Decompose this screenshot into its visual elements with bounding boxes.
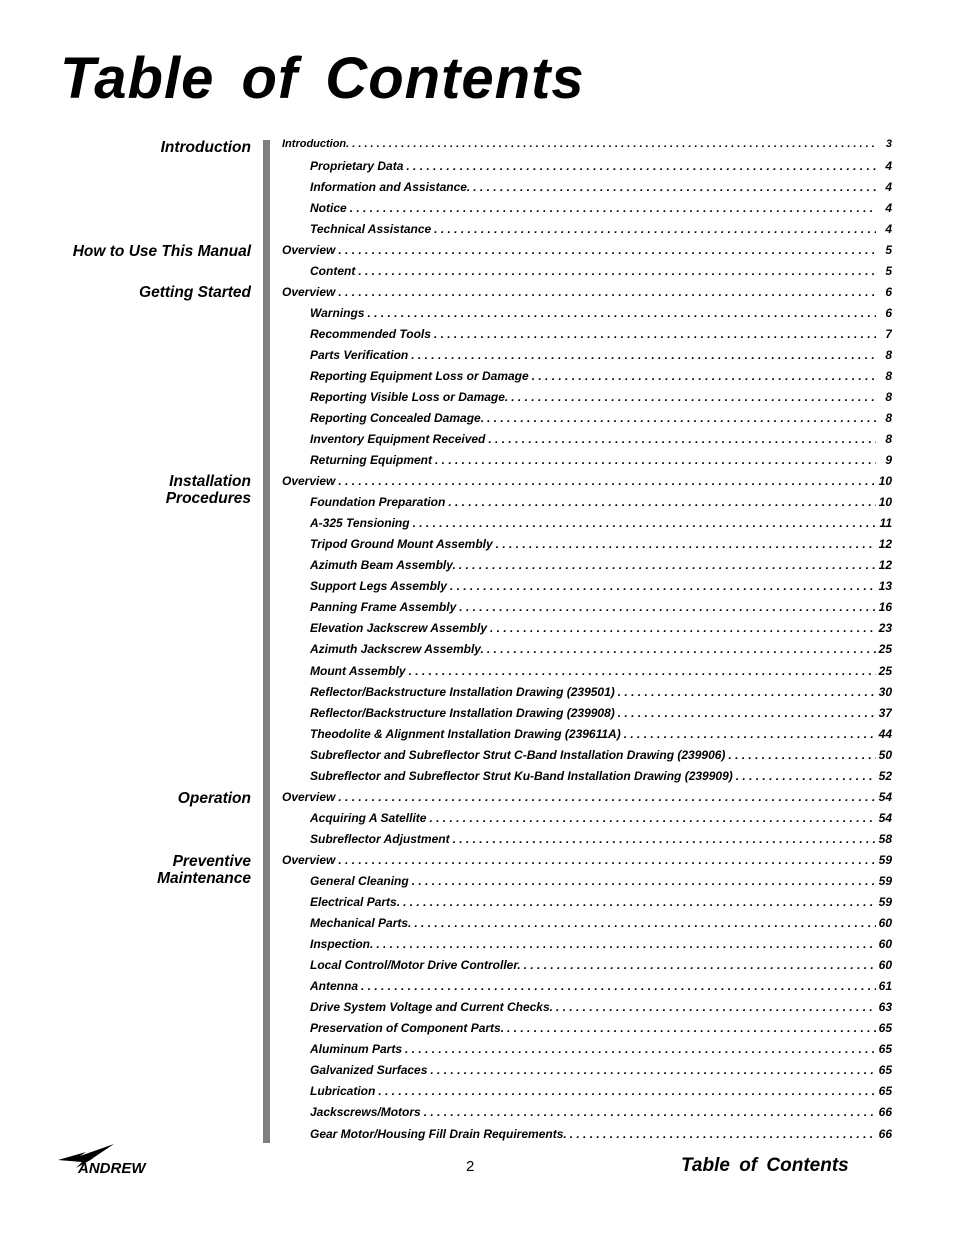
- toc-entry[interactable]: [310, 579, 892, 596]
- toc-entry-text: Parts Verification: [310, 348, 409, 362]
- toc-entry[interactable]: [310, 369, 892, 386]
- toc-entry-text: Overview: [282, 853, 336, 867]
- toc-entry[interactable]: [310, 432, 892, 449]
- toc-entry[interactable]: [282, 790, 892, 807]
- toc-entry-page: 59: [878, 853, 892, 867]
- toc-entry-page: 60: [878, 958, 892, 972]
- dot-leader: [736, 769, 876, 783]
- dot-leader: [618, 706, 876, 720]
- dot-leader: [429, 811, 876, 825]
- dot-leader: [352, 138, 876, 150]
- toc-entry-text: Lubrication: [310, 1084, 376, 1098]
- toc-entry-text: General Cleaning: [310, 874, 409, 888]
- toc-entry-text: Foundation Preparation: [310, 495, 446, 509]
- toc-entry[interactable]: [310, 222, 892, 239]
- toc-entry[interactable]: [310, 874, 892, 891]
- toc-entry[interactable]: [310, 159, 892, 176]
- toc-entry-page: 8: [885, 369, 892, 383]
- toc-entry-page: 30: [878, 685, 892, 699]
- toc-entry[interactable]: [310, 621, 892, 638]
- toc-entry-text: Returning Equipment: [310, 453, 432, 467]
- toc-entry-text: Proprietary Data: [310, 159, 404, 173]
- toc-entry-page: 8: [885, 348, 892, 362]
- toc-entry[interactable]: [282, 474, 892, 491]
- dot-leader: [453, 832, 876, 846]
- toc-entry-page: 65: [878, 1063, 892, 1077]
- toc-entry[interactable]: [310, 1000, 892, 1017]
- toc-entry[interactable]: [282, 853, 892, 870]
- dot-leader: [459, 558, 876, 572]
- section-label-operation: [31, 790, 251, 807]
- dot-leader: [409, 664, 876, 678]
- toc-entry-text: Panning Frame Assembly: [310, 600, 457, 614]
- toc-entry-page: 16: [878, 600, 892, 614]
- toc-entry-page: 4: [885, 201, 892, 215]
- dot-leader: [403, 895, 876, 909]
- toc-entry-text: Subreflector and Subreflector Strut C-Band Installation Drawing (239906): [310, 748, 726, 762]
- dot-leader: [358, 264, 876, 278]
- toc-entry-page: 8: [885, 390, 892, 404]
- toc-entry[interactable]: [310, 748, 892, 765]
- toc-entry-page: 11: [879, 516, 892, 530]
- dot-leader: [338, 474, 876, 488]
- section-label-line: How to Use This Manual: [72, 243, 251, 260]
- toc-entry-text: Galvanized Surfaces: [310, 1063, 428, 1077]
- toc-entry-page: 54: [878, 811, 892, 825]
- toc-entry[interactable]: [310, 516, 892, 533]
- section-label-getting-started: [31, 284, 251, 301]
- dot-leader: [570, 1127, 876, 1141]
- toc-entry-page: 7: [885, 327, 892, 341]
- toc-entry-page: 52: [878, 769, 892, 783]
- toc-entry[interactable]: [310, 390, 892, 407]
- toc-entry-page: 4: [885, 159, 892, 173]
- toc-entry-text: Local Control/Motor Drive Controller.: [310, 958, 521, 972]
- toc-entry[interactable]: [310, 685, 892, 702]
- dot-leader: [424, 1105, 876, 1119]
- lightning-bolt-icon: [56, 1140, 176, 1176]
- section-label-how-to-use: [31, 243, 251, 260]
- vertical-rule: [263, 140, 270, 1143]
- toc-entry-text: Tripod Ground Mount Assembly: [310, 537, 493, 551]
- dot-leader: [487, 411, 876, 425]
- dot-leader: [487, 642, 876, 656]
- toc-entry-page: 50: [878, 748, 892, 762]
- toc-entry-page: 59: [878, 895, 892, 909]
- dot-leader: [350, 201, 876, 215]
- toc-entry-page: 25: [878, 642, 892, 656]
- dot-leader: [367, 306, 876, 320]
- dot-leader: [624, 727, 876, 741]
- toc-entry[interactable]: [282, 138, 892, 155]
- toc-entry[interactable]: [310, 979, 892, 996]
- toc-entry-page: 65: [878, 1021, 892, 1035]
- toc-entry-page: 63: [878, 1000, 892, 1014]
- dot-leader: [378, 1084, 876, 1098]
- toc-entry[interactable]: [310, 264, 892, 281]
- dot-leader: [434, 327, 876, 341]
- dot-leader: [448, 495, 876, 509]
- toc-entry[interactable]: [310, 558, 892, 575]
- toc-entry[interactable]: [310, 306, 892, 323]
- section-label-line: Installation: [169, 473, 251, 490]
- toc-entry-text: Reflector/Backstructure Installation Drawing (239908): [310, 706, 615, 720]
- toc-entry[interactable]: [310, 1084, 892, 1101]
- toc-entry[interactable]: [310, 537, 892, 554]
- dot-leader: [361, 979, 876, 993]
- toc-entry-page: 60: [878, 937, 892, 951]
- toc-entry[interactable]: [310, 769, 892, 786]
- dot-leader: [338, 243, 876, 257]
- dot-leader: [496, 537, 876, 551]
- toc-entry-text: Information and Assistance.: [310, 180, 471, 194]
- dot-leader: [405, 1042, 876, 1056]
- page-number: 2: [466, 1158, 475, 1175]
- toc-entry-page: 54: [878, 790, 892, 804]
- toc-entry-text: Reflector/Backstructure Installation Drawing (239501): [310, 685, 615, 699]
- toc-entry-page: 5: [885, 243, 892, 257]
- toc-entry-text: Overview: [282, 474, 336, 488]
- dot-leader: [488, 432, 876, 446]
- dot-leader: [490, 621, 876, 635]
- dot-leader: [338, 285, 876, 299]
- dot-leader: [618, 685, 876, 699]
- dot-leader: [413, 516, 876, 530]
- toc-entry[interactable]: [310, 811, 892, 828]
- toc-entry-text: Content: [310, 264, 356, 278]
- section-label-line: Preventive: [172, 853, 251, 870]
- toc-entry-page: 61: [878, 979, 892, 993]
- toc-entry-page: 10: [878, 474, 892, 488]
- toc-entry[interactable]: [310, 642, 892, 659]
- toc-entry-page: 6: [885, 306, 892, 320]
- toc-entry-text: Overview: [282, 285, 336, 299]
- toc-entry[interactable]: [310, 453, 892, 470]
- toc-entry-text: Gear Motor/Housing Fill Drain Requirements.: [310, 1127, 567, 1141]
- dot-leader: [412, 874, 876, 888]
- section-label-preventive-maintenance: [31, 853, 251, 887]
- toc-entry[interactable]: [310, 937, 892, 954]
- toc-entry[interactable]: [310, 958, 892, 975]
- toc-entry-page: 4: [885, 180, 892, 194]
- toc-entry-page: 4: [885, 222, 892, 236]
- toc-entry-text: Technical Assistance: [310, 222, 432, 236]
- toc-entry-page: 12: [878, 537, 892, 551]
- toc-entry-page: 10: [878, 495, 892, 509]
- toc-entry[interactable]: [310, 1063, 892, 1080]
- toc-entry[interactable]: [310, 895, 892, 912]
- toc-entry-text: Overview: [282, 243, 336, 257]
- section-label-line: Maintenance: [157, 870, 251, 887]
- toc-entry[interactable]: [310, 1105, 892, 1122]
- toc-entry[interactable]: [310, 180, 892, 197]
- toc-entry[interactable]: [310, 916, 892, 933]
- toc-entry-text: Subreflector and Subreflector Strut Ku-Band Installation Drawing (239909): [310, 769, 733, 783]
- dot-leader: [411, 348, 876, 362]
- toc-entry-text: Mechanical Parts.: [310, 916, 412, 930]
- toc-entry-text: Drive System Voltage and Current Checks.: [310, 1000, 553, 1014]
- toc-entry-text: Reporting Concealed Damage.: [310, 411, 485, 425]
- toc-entry-page: 23: [878, 621, 892, 635]
- toc-entry-page: 66: [878, 1105, 892, 1119]
- dot-leader: [473, 180, 876, 194]
- toc-entry-page: 8: [885, 432, 892, 446]
- section-label-installation-procedures: [31, 473, 251, 507]
- toc-entry-page: 5: [885, 264, 892, 278]
- dot-leader: [430, 1063, 876, 1077]
- dot-leader: [338, 853, 876, 867]
- dot-leader: [556, 1000, 876, 1014]
- dot-leader: [459, 600, 876, 614]
- dot-leader: [406, 159, 876, 173]
- running-title: Table of Contents: [681, 1155, 849, 1176]
- toc-entry-page: 60: [878, 916, 892, 930]
- toc-entry-text: Antenna: [310, 979, 358, 993]
- toc-entry-page: 65: [878, 1042, 892, 1056]
- toc-entry[interactable]: [310, 1021, 892, 1038]
- section-label-introduction: [31, 139, 251, 156]
- section-label-line: Operation: [177, 790, 251, 807]
- toc-entry-text: Elevation Jackscrew Assembly: [310, 621, 487, 635]
- toc-entry-text: Notice: [310, 201, 347, 215]
- toc-entry-page: 6: [885, 285, 892, 299]
- toc-entry[interactable]: [310, 727, 892, 744]
- toc-entry-text: Introduction.: [282, 138, 350, 150]
- dot-leader: [414, 916, 876, 930]
- toc-entry[interactable]: [310, 411, 892, 428]
- toc-entry-page: 37: [878, 706, 892, 720]
- toc-entry[interactable]: [310, 832, 892, 849]
- toc-entry-text: Reporting Visible Loss or Damage.: [310, 390, 509, 404]
- dot-leader: [532, 369, 876, 383]
- toc-entry-page: 66: [878, 1127, 892, 1141]
- toc-entry-text: Mount Assembly: [310, 664, 406, 678]
- dot-leader: [728, 748, 876, 762]
- toc-entry-text: Subreflector Adjustment: [310, 832, 450, 846]
- toc-entry-text: Theodolite & Alignment Installation Drawing (239611A): [310, 727, 621, 741]
- toc-entry[interactable]: [282, 243, 892, 260]
- toc-entry-page: 65: [878, 1084, 892, 1098]
- toc-entry-page: 44: [878, 727, 892, 741]
- dot-leader: [435, 453, 876, 467]
- toc-entry[interactable]: [310, 1042, 892, 1059]
- toc-entry[interactable]: [310, 201, 892, 218]
- toc-entry-page: 25: [878, 664, 892, 678]
- toc-entry-text: Reporting Equipment Loss or Damage: [310, 369, 529, 383]
- dot-leader: [507, 1021, 876, 1035]
- toc-entry-text: A-325 Tensioning: [310, 516, 410, 530]
- dot-leader: [524, 958, 876, 972]
- toc-entry-text: Jackscrews/Motors: [310, 1105, 421, 1119]
- toc-entry-text: Support Legs Assembly: [310, 579, 447, 593]
- toc-entry-text: Acquiring A Satellite: [310, 811, 427, 825]
- toc-entry[interactable]: [310, 495, 892, 512]
- page-title: Table of Contents: [60, 46, 585, 111]
- toc-entry-text: Aluminum Parts: [310, 1042, 403, 1056]
- toc-entry-page: 59: [878, 874, 892, 888]
- dot-leader: [376, 937, 876, 951]
- logo-wordmark: ANDREW: [78, 1160, 146, 1176]
- section-label-line: Introduction: [160, 139, 251, 156]
- toc-entry-text: Azimuth Jackscrew Assembly.: [310, 642, 484, 656]
- toc-entry-text: Recommended Tools: [310, 327, 431, 341]
- toc-entry[interactable]: [310, 664, 892, 681]
- toc-entry-text: Preservation of Component Parts.: [310, 1021, 505, 1035]
- toc-entry-page: 13: [878, 579, 892, 593]
- toc-entry[interactable]: [282, 285, 892, 302]
- toc-entry-page: 58: [878, 832, 892, 846]
- toc-entry-page: 3: [885, 138, 892, 150]
- toc-entry[interactable]: [310, 600, 892, 617]
- dot-leader: [450, 579, 876, 593]
- dot-leader: [511, 390, 876, 404]
- toc-entry[interactable]: [310, 1127, 892, 1144]
- toc-entry-text: Electrical Parts.: [310, 895, 401, 909]
- toc-entry-page: 12: [878, 558, 892, 572]
- toc-entry[interactable]: [310, 348, 892, 365]
- toc-entry-text: Inspection.: [310, 937, 374, 951]
- toc-entry-text: Inventory Equipment Received: [310, 432, 486, 446]
- section-label-line: Procedures: [165, 490, 251, 507]
- toc-entry-text: Overview: [282, 790, 336, 804]
- toc-entry-page: 9: [885, 453, 892, 467]
- toc-entry[interactable]: [310, 706, 892, 723]
- section-label-line: Getting Started: [139, 284, 251, 301]
- toc-entry-text: Warnings: [310, 306, 365, 320]
- toc-entry-text: Azimuth Beam Assembly.: [310, 558, 456, 572]
- toc-entry[interactable]: [310, 327, 892, 344]
- dot-leader: [434, 222, 876, 236]
- toc-entry-page: 8: [885, 411, 892, 425]
- andrew-logo: [56, 1140, 176, 1176]
- dot-leader: [338, 790, 876, 804]
